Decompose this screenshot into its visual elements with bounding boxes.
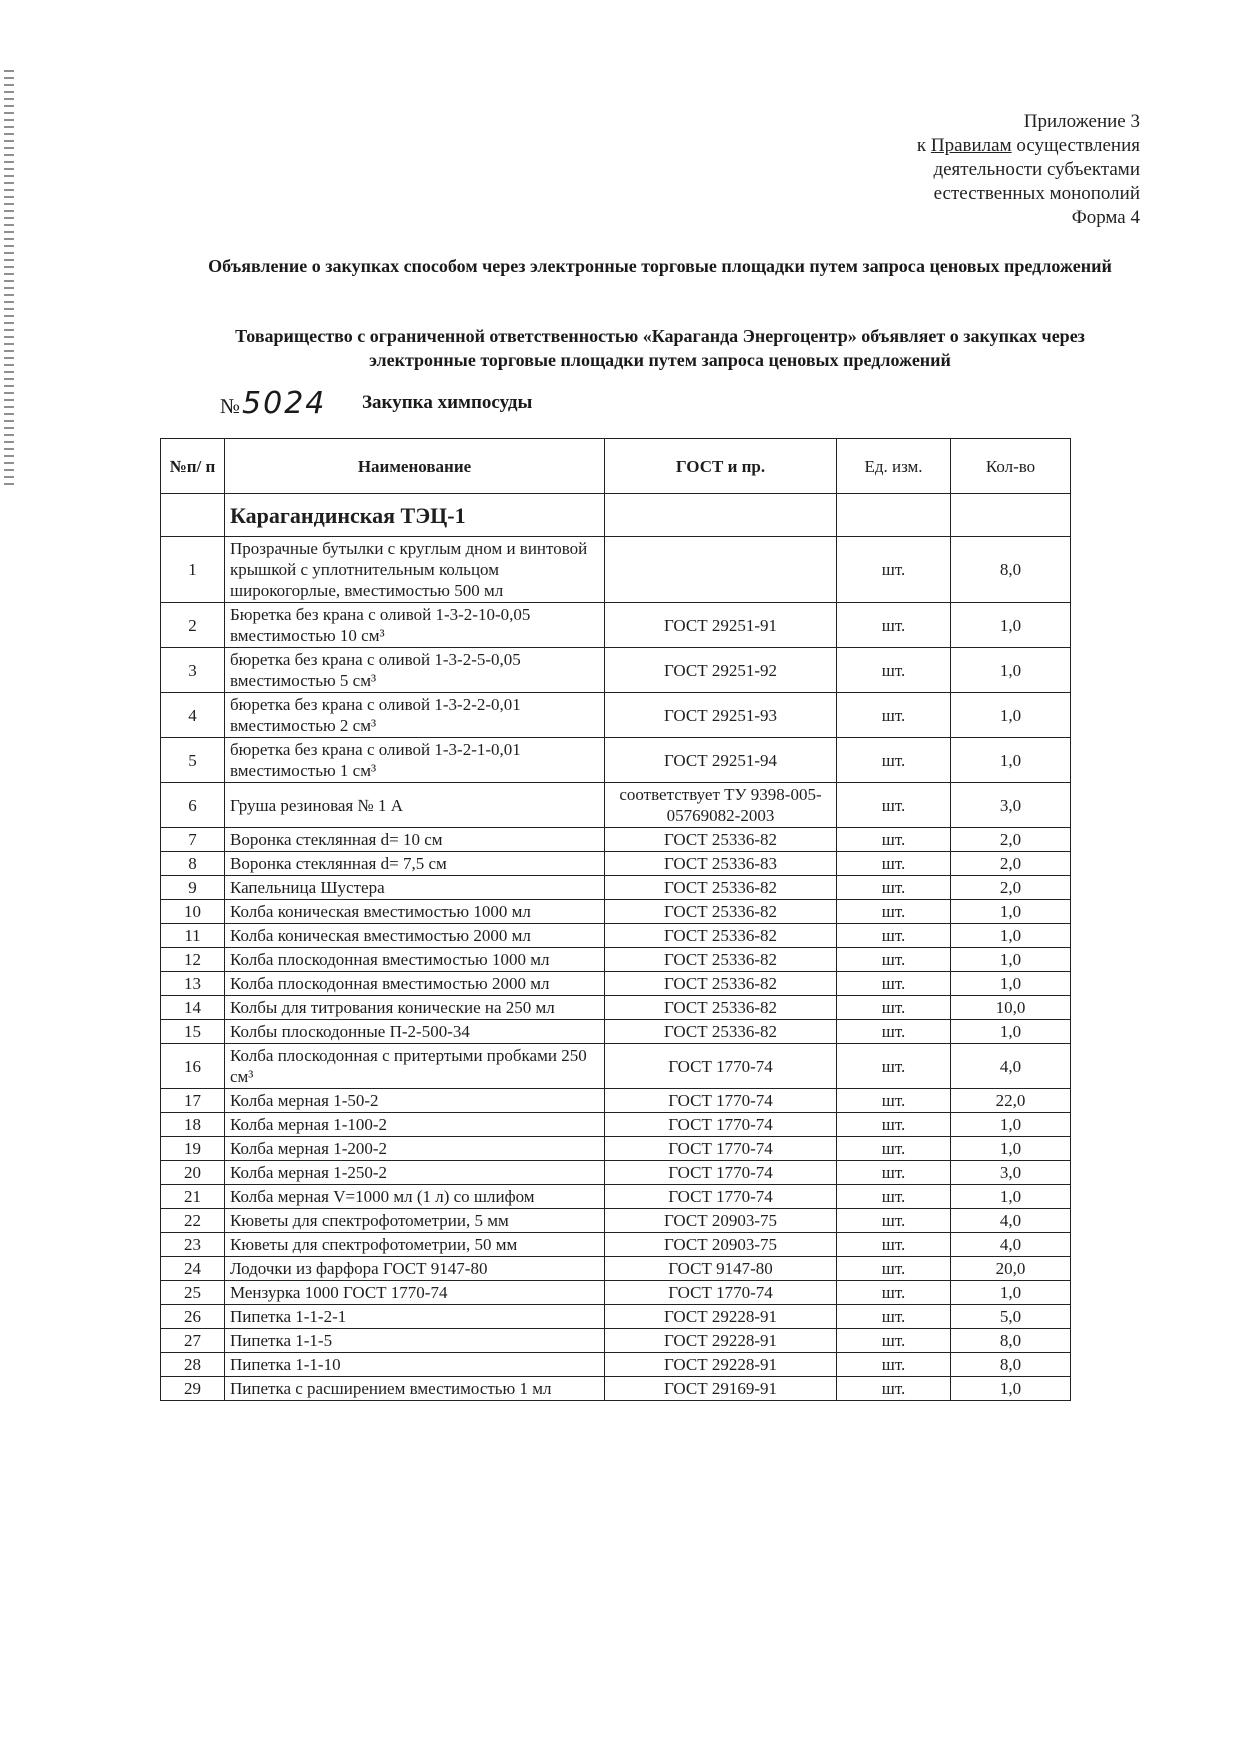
table-row [161,924,1071,948]
cell-qty: 4,0 [951,1044,1071,1089]
cell-gost: ГОСТ 25336-82 [605,828,837,852]
table-row [161,828,1071,852]
cell-qty: 2,0 [951,852,1071,876]
cell-gost: соответствует ТУ 9398-005-05769082-2003 [605,783,837,828]
table-row [161,1113,1071,1137]
cell-num: 11 [161,924,225,948]
cell-qty: 1,0 [951,1020,1071,1044]
table-row [161,1089,1071,1113]
table-row [161,783,1071,828]
table-row [161,738,1071,783]
cell-qty: 10,0 [951,996,1071,1020]
cell-gost: ГОСТ 29169-91 [605,1377,837,1401]
cell-num: 1 [161,537,225,603]
cell-unit: шт. [837,828,951,852]
cell-unit: шт. [837,1113,951,1137]
cell-qty: 2,0 [951,876,1071,900]
cell-qty: 1,0 [951,1137,1071,1161]
cell-gost: ГОСТ 25336-82 [605,876,837,900]
cell-name: Кюветы для спектрофотометрии, 50 мм [225,1233,605,1257]
table-row [161,1377,1071,1401]
cell-unit: шт. [837,1329,951,1353]
cell-qty: 22,0 [951,1089,1071,1113]
cell-name: Колбы для титрования конические на 250 мл [225,996,605,1020]
cell-gost: ГОСТ 25336-83 [605,852,837,876]
cell-qty: 8,0 [951,537,1071,603]
table-row [161,1329,1071,1353]
table-row [161,852,1071,876]
cell-name: Мензурка 1000 ГОСТ 1770-74 [225,1281,605,1305]
cell-gost: ГОСТ 29251-94 [605,738,837,783]
table-row [161,1281,1071,1305]
cell-gost: ГОСТ 25336-82 [605,996,837,1020]
cell-unit: шт. [837,1044,951,1089]
section-empty-qty [951,494,1071,537]
cell-num: 13 [161,972,225,996]
cell-num: 10 [161,900,225,924]
cell-qty: 1,0 [951,603,1071,648]
cell-gost: ГОСТ 1770-74 [605,1281,837,1305]
cell-name: бюретка без крана с оливой 1-3-2-5-0,05 вместимостью 5 см³ [225,648,605,693]
table-row [161,1233,1071,1257]
table-header-row [161,439,1071,494]
cell-unit: шт. [837,738,951,783]
cell-name: Воронка стеклянная d= 7,5 см [225,852,605,876]
cell-num: 23 [161,1233,225,1257]
section-row [161,494,1071,537]
header-qty: Кол-во [951,439,1071,494]
table-row [161,948,1071,972]
cell-qty: 4,0 [951,1209,1071,1233]
cell-name: Колба мерная 1-200-2 [225,1137,605,1161]
cell-qty: 1,0 [951,924,1071,948]
cell-gost: ГОСТ 25336-82 [605,1020,837,1044]
cell-name: Груша резиновая № 1 А [225,783,605,828]
header-gost: ГОСТ и пр. [605,439,837,494]
cell-unit: шт. [837,603,951,648]
cell-name: Колба мерная 1-250-2 [225,1161,605,1185]
cell-gost: ГОСТ 29228-91 [605,1329,837,1353]
cell-unit: шт. [837,1305,951,1329]
table-row [161,1353,1071,1377]
rules-link[interactable]: Правилам [930,135,1012,156]
cell-gost: ГОСТ 25336-82 [605,900,837,924]
cell-num: 27 [161,1329,225,1353]
appendix-header [917,110,1140,230]
lot-number-prefix: № [220,394,241,418]
cell-gost: ГОСТ 20903-75 [605,1233,837,1257]
cell-unit: шт. [837,537,951,603]
table-row [161,537,1071,603]
announcement-title: Объявление о закупках способом через электронные торговые площадки путем запроса ценовых предложений [208,256,1112,276]
cell-name: Колба мерная 1-100-2 [225,1113,605,1137]
cell-name: Колба мерная 1-50-2 [225,1089,605,1113]
cell-num: 26 [161,1305,225,1329]
cell-gost: ГОСТ 29228-91 [605,1305,837,1329]
cell-num: 29 [161,1377,225,1401]
cell-unit: шт. [837,900,951,924]
table-row [161,648,1071,693]
cell-qty: 2,0 [951,828,1071,852]
cell-name: Кюветы для спектрофотометрии, 5 мм [225,1209,605,1233]
cell-unit: шт. [837,996,951,1020]
table-row [161,876,1071,900]
items-table [160,438,1071,1401]
cell-gost: ГОСТ 29251-91 [605,603,837,648]
cell-unit: шт. [837,1353,951,1377]
header-num: №п/ п [161,439,225,494]
cell-name: Пипетка с расширением вместимостью 1 мл [225,1377,605,1401]
cell-unit: шт. [837,876,951,900]
cell-name: Лодочки из фарфора ГОСТ 9147-80 [225,1257,605,1281]
cell-num: 8 [161,852,225,876]
appendix-form-label: Форма 4 [1071,207,1140,228]
cell-gost: ГОСТ 1770-74 [605,1161,837,1185]
cell-gost: ГОСТ 25336-82 [605,948,837,972]
cell-num: 16 [161,1044,225,1089]
cell-qty: 3,0 [951,783,1071,828]
cell-num: 7 [161,828,225,852]
cell-qty: 1,0 [951,1377,1071,1401]
cell-name: Бюретка без крана с оливой 1-3-2-10-0,05 вместимостью 10 см³ [225,603,605,648]
cell-unit: шт. [837,1185,951,1209]
cell-name: Пипетка 1-1-2-1 [225,1305,605,1329]
cell-gost: ГОСТ 25336-82 [605,972,837,996]
appendix-line-2 [917,134,1140,158]
cell-name: Пипетка 1-1-5 [225,1329,605,1353]
header-unit: Ед. изм. [837,439,951,494]
table-row [161,972,1071,996]
cell-name: Колба мерная V=1000 мл (1 л) со шлифом [225,1185,605,1209]
table-row [161,693,1071,738]
table-row [161,1044,1071,1089]
cell-name: бюретка без крана с оливой 1-3-2-2-0,01 вместимостью 2 см³ [225,693,605,738]
lot-number-handwritten: 5024 [242,386,327,421]
cell-unit: шт. [837,972,951,996]
cell-name: Колба плоскодонная вместимостью 1000 мл [225,948,605,972]
appendix-line-4: естественных монополий [933,183,1140,204]
cell-qty: 1,0 [951,900,1071,924]
cell-unit: шт. [837,1281,951,1305]
announcement-body: Товарищество с ограниченной ответственностью «Караганда Энергоцентр» объявляет о закупках через электронные торговые площадки путем запроса ценовых предложений [235,326,1085,370]
cell-num: 24 [161,1257,225,1281]
section-empty-gost [605,494,837,537]
table-row [161,1257,1071,1281]
cell-num: 25 [161,1281,225,1305]
header-name: Наименование [225,439,605,494]
cell-qty: 1,0 [951,948,1071,972]
cell-qty: 1,0 [951,1113,1071,1137]
cell-qty: 8,0 [951,1329,1071,1353]
cell-name: Прозрачные бутылки с круглым дном и винтовой крышкой с уплотнительным кольцом широкогорлые, вместимостью 500 мл [225,537,605,603]
cell-num: 4 [161,693,225,738]
cell-num: 21 [161,1185,225,1209]
cell-unit: шт. [837,1377,951,1401]
cell-num: 18 [161,1113,225,1137]
cell-qty: 1,0 [951,693,1071,738]
lot-number [220,386,326,421]
cell-num: 6 [161,783,225,828]
appendix-line-1: Приложение 3 [1023,111,1140,132]
section-name: Карагандинская ТЭЦ-1 [225,494,605,537]
cell-qty: 1,0 [951,738,1071,783]
table-row [161,900,1071,924]
cell-gost [605,537,837,603]
section-empty-num [161,494,225,537]
cell-unit: шт. [837,1209,951,1233]
cell-num: 3 [161,648,225,693]
cell-qty: 1,0 [951,1281,1071,1305]
cell-qty: 8,0 [951,1353,1071,1377]
section-empty-unit [837,494,951,537]
table-row [161,1161,1071,1185]
cell-unit: шт. [837,1257,951,1281]
cell-name: Колба плоскодонная с притертыми пробками 250 см³ [225,1044,605,1089]
cell-gost: ГОСТ 1770-74 [605,1113,837,1137]
appendix-line-2-suffix: осуществления [1011,135,1140,156]
cell-gost: ГОСТ 1770-74 [605,1044,837,1089]
cell-num: 22 [161,1209,225,1233]
cell-qty: 1,0 [951,972,1071,996]
cell-gost: ГОСТ 20903-75 [605,1209,837,1233]
cell-unit: шт. [837,1137,951,1161]
cell-qty: 3,0 [951,1161,1071,1185]
cell-qty: 20,0 [951,1257,1071,1281]
cell-unit: шт. [837,1089,951,1113]
cell-num: 14 [161,996,225,1020]
cell-unit: шт. [837,1233,951,1257]
cell-name: Колба коническая вместимостью 1000 мл [225,900,605,924]
table-row [161,1185,1071,1209]
table-row [161,1209,1071,1233]
cell-name: Пипетка 1-1-10 [225,1353,605,1377]
cell-unit: шт. [837,693,951,738]
table-row [161,1020,1071,1044]
cell-qty: 1,0 [951,1185,1071,1209]
cell-gost: ГОСТ 29228-91 [605,1353,837,1377]
cell-qty: 5,0 [951,1305,1071,1329]
cell-qty: 1,0 [951,648,1071,693]
cell-num: 28 [161,1353,225,1377]
cell-name: бюретка без крана с оливой 1-3-2-1-0,01 вместимостью 1 см³ [225,738,605,783]
cell-gost: ГОСТ 25336-82 [605,924,837,948]
cell-unit: шт. [837,1161,951,1185]
cell-gost: ГОСТ 1770-74 [605,1185,837,1209]
cell-name: Колба коническая вместимостью 2000 мл [225,924,605,948]
cell-num: 19 [161,1137,225,1161]
cell-num: 20 [161,1161,225,1185]
cell-gost: ГОСТ 29251-92 [605,648,837,693]
cell-gost: ГОСТ 9147-80 [605,1257,837,1281]
cell-name: Воронка стеклянная d= 10 см [225,828,605,852]
cell-gost: ГОСТ 29251-93 [605,693,837,738]
table-row [161,1305,1071,1329]
cell-num: 2 [161,603,225,648]
cell-unit: шт. [837,648,951,693]
appendix-line-2-prefix: к [916,135,931,156]
scan-margin-marks [4,70,14,490]
cell-gost: ГОСТ 1770-74 [605,1089,837,1113]
cell-qty: 4,0 [951,1233,1071,1257]
cell-name: Колба плоскодонная вместимостью 2000 мл [225,972,605,996]
cell-unit: шт. [837,783,951,828]
cell-name: Капельница Шустера [225,876,605,900]
cell-num: 15 [161,1020,225,1044]
cell-name: Колбы плоскодонные П-2-500-34 [225,1020,605,1044]
cell-unit: шт. [837,852,951,876]
table-row [161,996,1071,1020]
cell-unit: шт. [837,924,951,948]
appendix-line-3: деятельности субъектами [933,159,1140,180]
cell-gost: ГОСТ 1770-74 [605,1137,837,1161]
cell-num: 12 [161,948,225,972]
cell-unit: шт. [837,1020,951,1044]
cell-unit: шт. [837,948,951,972]
lot-title: Закупка химпосуды [362,392,533,413]
table-row [161,603,1071,648]
cell-num: 9 [161,876,225,900]
cell-num: 5 [161,738,225,783]
table-row [161,1137,1071,1161]
cell-num: 17 [161,1089,225,1113]
